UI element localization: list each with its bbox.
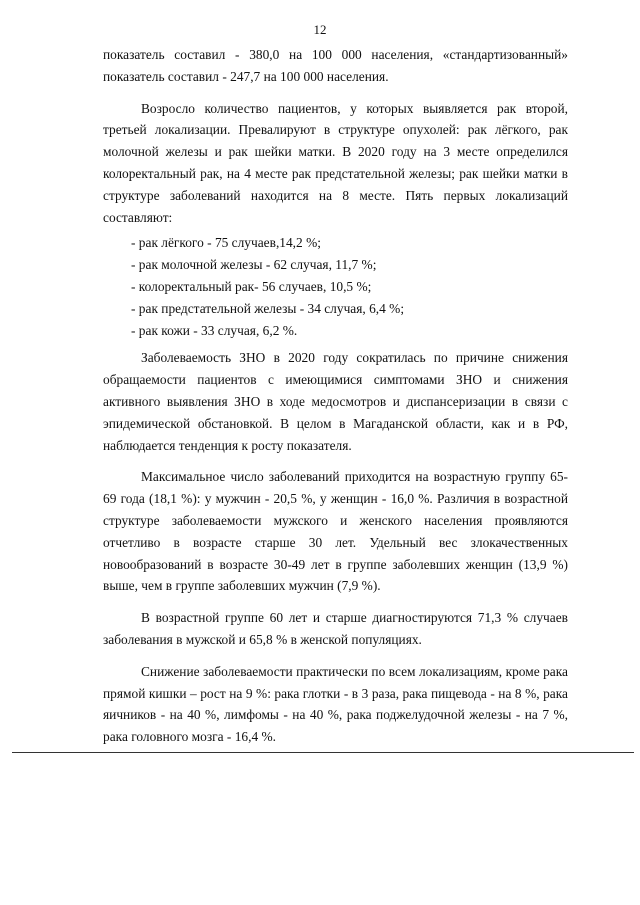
localization-list	[103, 232, 568, 341]
document-body	[103, 44, 568, 758]
list-item: - рак предстательной железы - 34 случая, 6,4 %;	[131, 300, 405, 316]
page-number: 12	[313, 22, 327, 37]
list-item: - рак кожи - 33 случая, 6,2 %.	[131, 322, 298, 338]
list-item: - рак молочной железы - 62 случая, 11,7 %;	[131, 257, 377, 273]
paragraph-2: Возросло количество пациентов, у которых выявляется рак второй, третьей локализации. Превалируют в структуре опухолей: рак лёгкого, рак молочной железы и рак шейки матки. В 2020 году на 3 месте определился колоректальный рак, на 4 месте рак предстательной железы; рак шейки матки в структуре заболеваний находится на 8 месте. Пять первых локализаций составляют:	[103, 100, 568, 225]
paragraph-5: В возрастной группе 60 лет и старше диагностируются 71,3 % случаев заболевания в мужской и 65,8 % в женской популяциях.	[103, 610, 568, 647]
list-item: - колоректальный рак- 56 случаев, 10,5 %;	[131, 278, 372, 294]
paragraph-4: Максимальное число заболеваний приходится на возрастную группу 65-69 года (18,1 %): у мужчин - 20,5 %, у женщин - 16,0 %. Различия в возрастной структуре заболеваемости мужского и женского населения проявляются отчетливо в возрасте старше 30 лет. Удельный вес злокачественных новообразований в возрасте 30-49 лет в группе заболевших женщин (13,9 %) выше, чем в группе заболевших мужчин (7,9 %).	[103, 469, 568, 594]
paragraph-6: Снижение заболеваемости практически по всем локализациям, кроме рака прямой кишки – рост на 9 %: рака глотки - в 3 раза, рака пищевода - на 8 %, рака яичников - на 40 %, лимфомы - на 40 %, рака поджелудочной железы - на 7 %, рака головного мозга - 16,4 %.	[103, 663, 568, 745]
footer-divider	[12, 752, 634, 753]
paragraph-3: Заболеваемость ЗНО в 2020 году сократилась по причине снижения обращаемости пациентов с имеющимися симптомами ЗНО и снижения активного выявления ЗНО в ходе медосмотров и диспансеризации в связи с эпидемической обстановкой. В целом в Магаданской области, как и в РФ, наблюдается тенденция к росту показателя.	[103, 350, 568, 453]
list-item: - рак лёгкого - 75 случаев,14,2 %;	[131, 235, 321, 251]
paragraph-1: показатель составил - 380,0 на 100 000 населения, «стандартизованный» показатель составил - 247,7 на 100 000 населения.	[103, 47, 568, 84]
